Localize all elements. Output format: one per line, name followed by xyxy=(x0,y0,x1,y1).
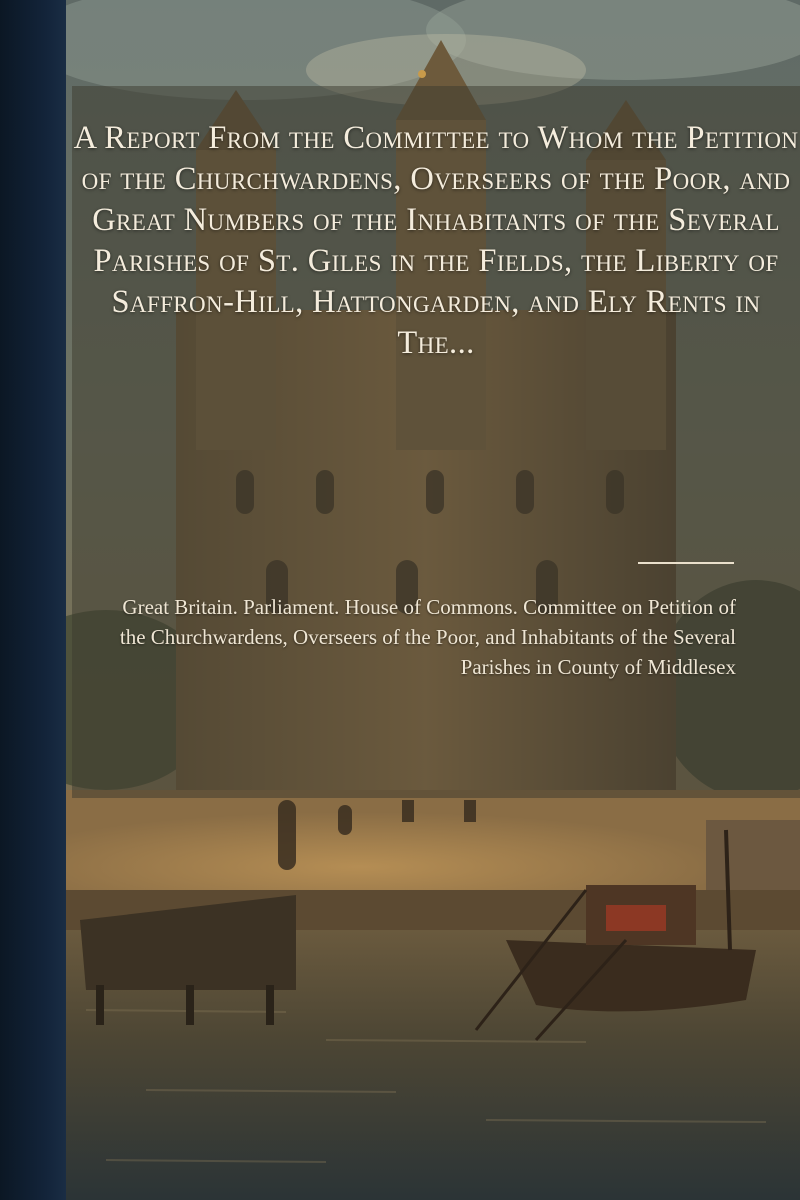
cover-spine-band xyxy=(0,0,66,1200)
book-title: A Report From the Committee to Whom the Petition of the Churchwardens, Overseers of the Poor, and Great Numbers of the Inhabitants of the Several Parishes of St. Giles in the Fields, the Liberty of Saffron-Hill, Hattongarden, and Ely Rents in The... xyxy=(73,120,799,361)
book-author: Great Britain. Parliament. House of Commons. Committee on Petition of the Churchwardens, Overseers of the Poor, and Inhabitants of the Several Parishes in County of Middlesex xyxy=(119,595,736,679)
title-divider xyxy=(638,562,734,564)
